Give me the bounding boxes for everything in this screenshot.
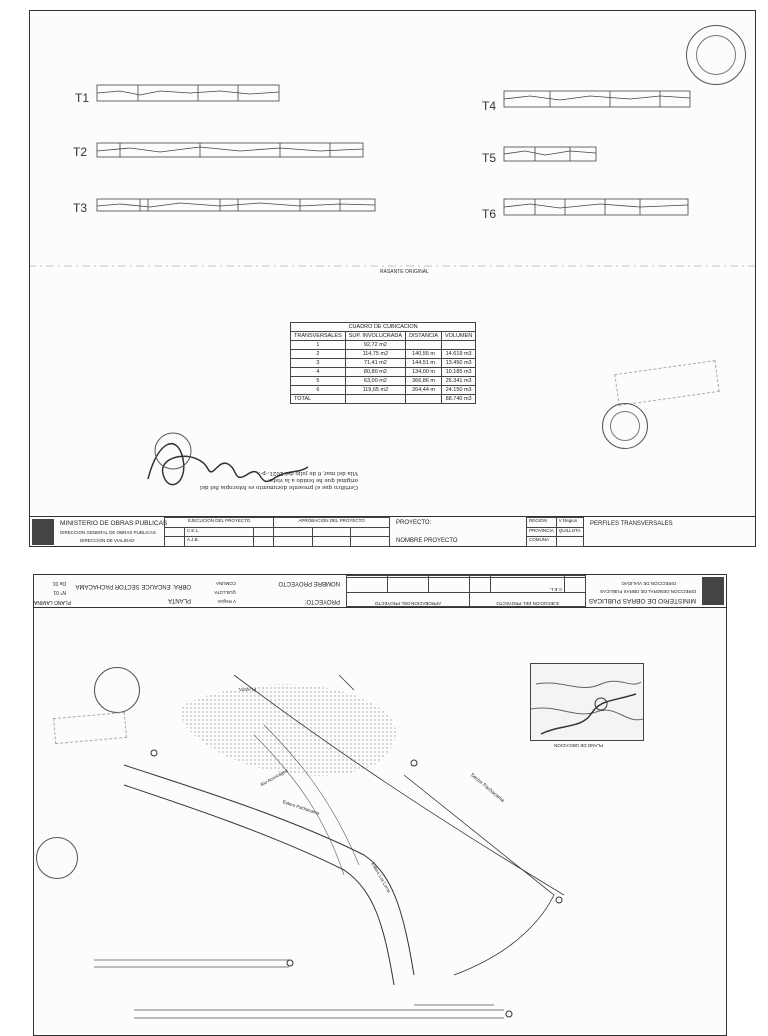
table-cell: 5 bbox=[291, 377, 346, 386]
company: C.E.L. bbox=[184, 527, 254, 537]
lamina-num: N° 01 bbox=[53, 589, 66, 595]
profile-t2 bbox=[97, 143, 363, 157]
table-cell: 14.619 m3 bbox=[442, 350, 476, 359]
aprobacion-label: APROBACION DEL PROYECTO bbox=[347, 592, 470, 606]
plan-execution-table bbox=[346, 575, 586, 607]
table-cell: 80,80 m2 bbox=[345, 368, 405, 377]
map-label: Rio Aconcagua bbox=[259, 767, 289, 788]
ministry-name: MINISTERIO DE OBRAS PUBLICAS bbox=[60, 520, 168, 527]
proyecto-label: PROYECTO: bbox=[396, 520, 432, 526]
table-row bbox=[291, 359, 476, 368]
plano-label: PLANTA bbox=[168, 597, 191, 603]
table-cell: 10.185 m3 bbox=[442, 368, 476, 377]
profile-t5 bbox=[504, 147, 596, 161]
ejecucion-label: EJECUCION DEL PROYECTO bbox=[469, 592, 585, 606]
profile-t4 bbox=[504, 91, 690, 107]
table-row bbox=[291, 341, 476, 350]
ministry-name: MINISTERIO DE OBRAS PUBLICAS bbox=[588, 597, 696, 604]
table-cell: 2 bbox=[291, 350, 346, 359]
table-cell: 71,41 m2 bbox=[345, 359, 405, 368]
table-title: CUADRO DE CUBICACION bbox=[291, 323, 476, 332]
table-header: VOLUMEN bbox=[442, 332, 476, 341]
table-cell: 24.150 m3 bbox=[442, 386, 476, 395]
subdirection-name: DIRECCION DE VIALIDAD bbox=[80, 538, 135, 543]
table-cell: 140,55 m bbox=[406, 350, 442, 359]
table-cell: 264,44 m bbox=[406, 386, 442, 395]
table-cell bbox=[442, 341, 476, 350]
map-label: Estero Pachacama bbox=[282, 799, 320, 816]
table-cell: 3 bbox=[291, 359, 346, 368]
table-total-label: TOTAL bbox=[291, 395, 346, 404]
table-row bbox=[291, 368, 476, 377]
table-cell: 366,86 m bbox=[406, 377, 442, 386]
map-label: Estero Los Loros bbox=[370, 861, 392, 894]
direction-name: DIRECCION GENERAL DE OBRAS PUBLICAS bbox=[600, 589, 696, 594]
map-label: Sector Pachacama bbox=[469, 772, 506, 804]
sheet-title: PERFILES TRANSVERSALES bbox=[590, 521, 673, 527]
execution-table bbox=[164, 517, 390, 547]
table-cell: 6 bbox=[291, 386, 346, 395]
provincia-value: QUILLOTA bbox=[556, 527, 583, 537]
table-row bbox=[291, 377, 476, 386]
region-value: V Region bbox=[556, 518, 583, 528]
company: C.E.L. bbox=[491, 578, 565, 592]
section-label-t1: T1 bbox=[75, 91, 90, 105]
table-cell: 92,72 m2 bbox=[345, 341, 405, 350]
ejecucion-label: EJECUCION DEL PROYECTO bbox=[165, 518, 274, 528]
table-cell: 134,00 m bbox=[406, 368, 442, 377]
ministry-logo bbox=[702, 577, 724, 605]
comuna-label: COMUNA bbox=[216, 581, 236, 586]
official-stamp bbox=[36, 837, 78, 879]
table-cell: 114,75 m2 bbox=[345, 350, 405, 359]
firm: A.J.B. bbox=[184, 537, 254, 547]
cubicacion-table bbox=[290, 322, 476, 404]
subdirection-name: DIRECCION DE VIALIDAD bbox=[621, 581, 676, 586]
section-label-t2: T2 bbox=[73, 145, 88, 159]
table-header: SUP. INVOLUCRADA bbox=[345, 332, 405, 341]
table-cell: 1 bbox=[291, 341, 346, 350]
table-cell bbox=[406, 341, 442, 350]
obra-label: OBRA: ENCAUCE SECTOR PACHACAMA bbox=[75, 583, 191, 589]
table-cell: 119,65 m2 bbox=[345, 386, 405, 395]
location-table bbox=[526, 517, 584, 547]
approval-stamp bbox=[614, 360, 719, 406]
provincia-label: PROVINCIA bbox=[527, 527, 557, 537]
profile-t3 bbox=[97, 199, 375, 211]
sheet-plan bbox=[33, 574, 727, 1036]
table-cell: 4 bbox=[291, 368, 346, 377]
official-stamp bbox=[94, 667, 140, 713]
table-cell: 144,51 m bbox=[406, 359, 442, 368]
nombre-proyecto: NOMBRE PROYECTO bbox=[278, 580, 340, 586]
comuna-label: COMUNA bbox=[527, 537, 557, 547]
profile-t1 bbox=[97, 85, 279, 101]
lamina-label: PLANO LAMINA bbox=[34, 599, 71, 605]
table-header: TRANSVERSALES bbox=[291, 332, 346, 341]
table-header: DISTANCIA bbox=[406, 332, 442, 341]
ministry-logo bbox=[32, 519, 54, 545]
direction-name: DIRECCION GENERAL DE OBRAS PUBLICAS bbox=[60, 530, 156, 535]
region-value: V Region bbox=[217, 599, 236, 604]
section-label-t4: T4 bbox=[482, 99, 497, 113]
section-label-t6: T6 bbox=[482, 207, 497, 221]
region-label: REGION bbox=[527, 518, 557, 528]
aprobacion-label: APROBACION DEL PROYECTO bbox=[274, 518, 390, 528]
certification-line: Certifico que el presente documento es fotocopia fiel del bbox=[199, 484, 358, 490]
table-cell: 63,00 m2 bbox=[345, 377, 405, 386]
cross-section-profiles bbox=[30, 11, 755, 271]
rasante-label: RASANTE ORIGINAL bbox=[380, 269, 429, 275]
proyecto-label: PROYECTO: bbox=[304, 598, 340, 604]
certification-line: Vila del mar, 6 de julio del 2021.-p-.- bbox=[256, 470, 358, 476]
table-total-value: 88.740 m3 bbox=[442, 395, 476, 404]
nombre-proyecto: NOMBRE PROYECTO bbox=[396, 538, 458, 544]
section-label-t3: T3 bbox=[73, 201, 88, 215]
certification-text bbox=[148, 469, 358, 490]
table-row bbox=[291, 350, 476, 359]
table-row bbox=[291, 386, 476, 395]
map-label: PLANTA bbox=[239, 687, 257, 692]
table-cell: 26.341 m3 bbox=[442, 377, 476, 386]
sdo-stamp bbox=[602, 403, 648, 449]
plan-drawing bbox=[34, 615, 726, 1035]
vegetation-area bbox=[181, 684, 395, 776]
profile-t6 bbox=[504, 199, 688, 215]
sheet-cross-sections bbox=[29, 10, 756, 547]
table-cell: 13.450 m3 bbox=[442, 359, 476, 368]
location-caption: PLANO DE UBICACION bbox=[554, 743, 604, 748]
plan-title-block bbox=[34, 575, 726, 608]
lamina-de: De 01 bbox=[52, 580, 66, 586]
title-block bbox=[30, 516, 755, 547]
certification-line: original que he tenido a la vista. bbox=[267, 477, 358, 483]
provincia-value: QUILLOTA bbox=[214, 590, 236, 595]
section-label-t5: T5 bbox=[482, 151, 497, 165]
